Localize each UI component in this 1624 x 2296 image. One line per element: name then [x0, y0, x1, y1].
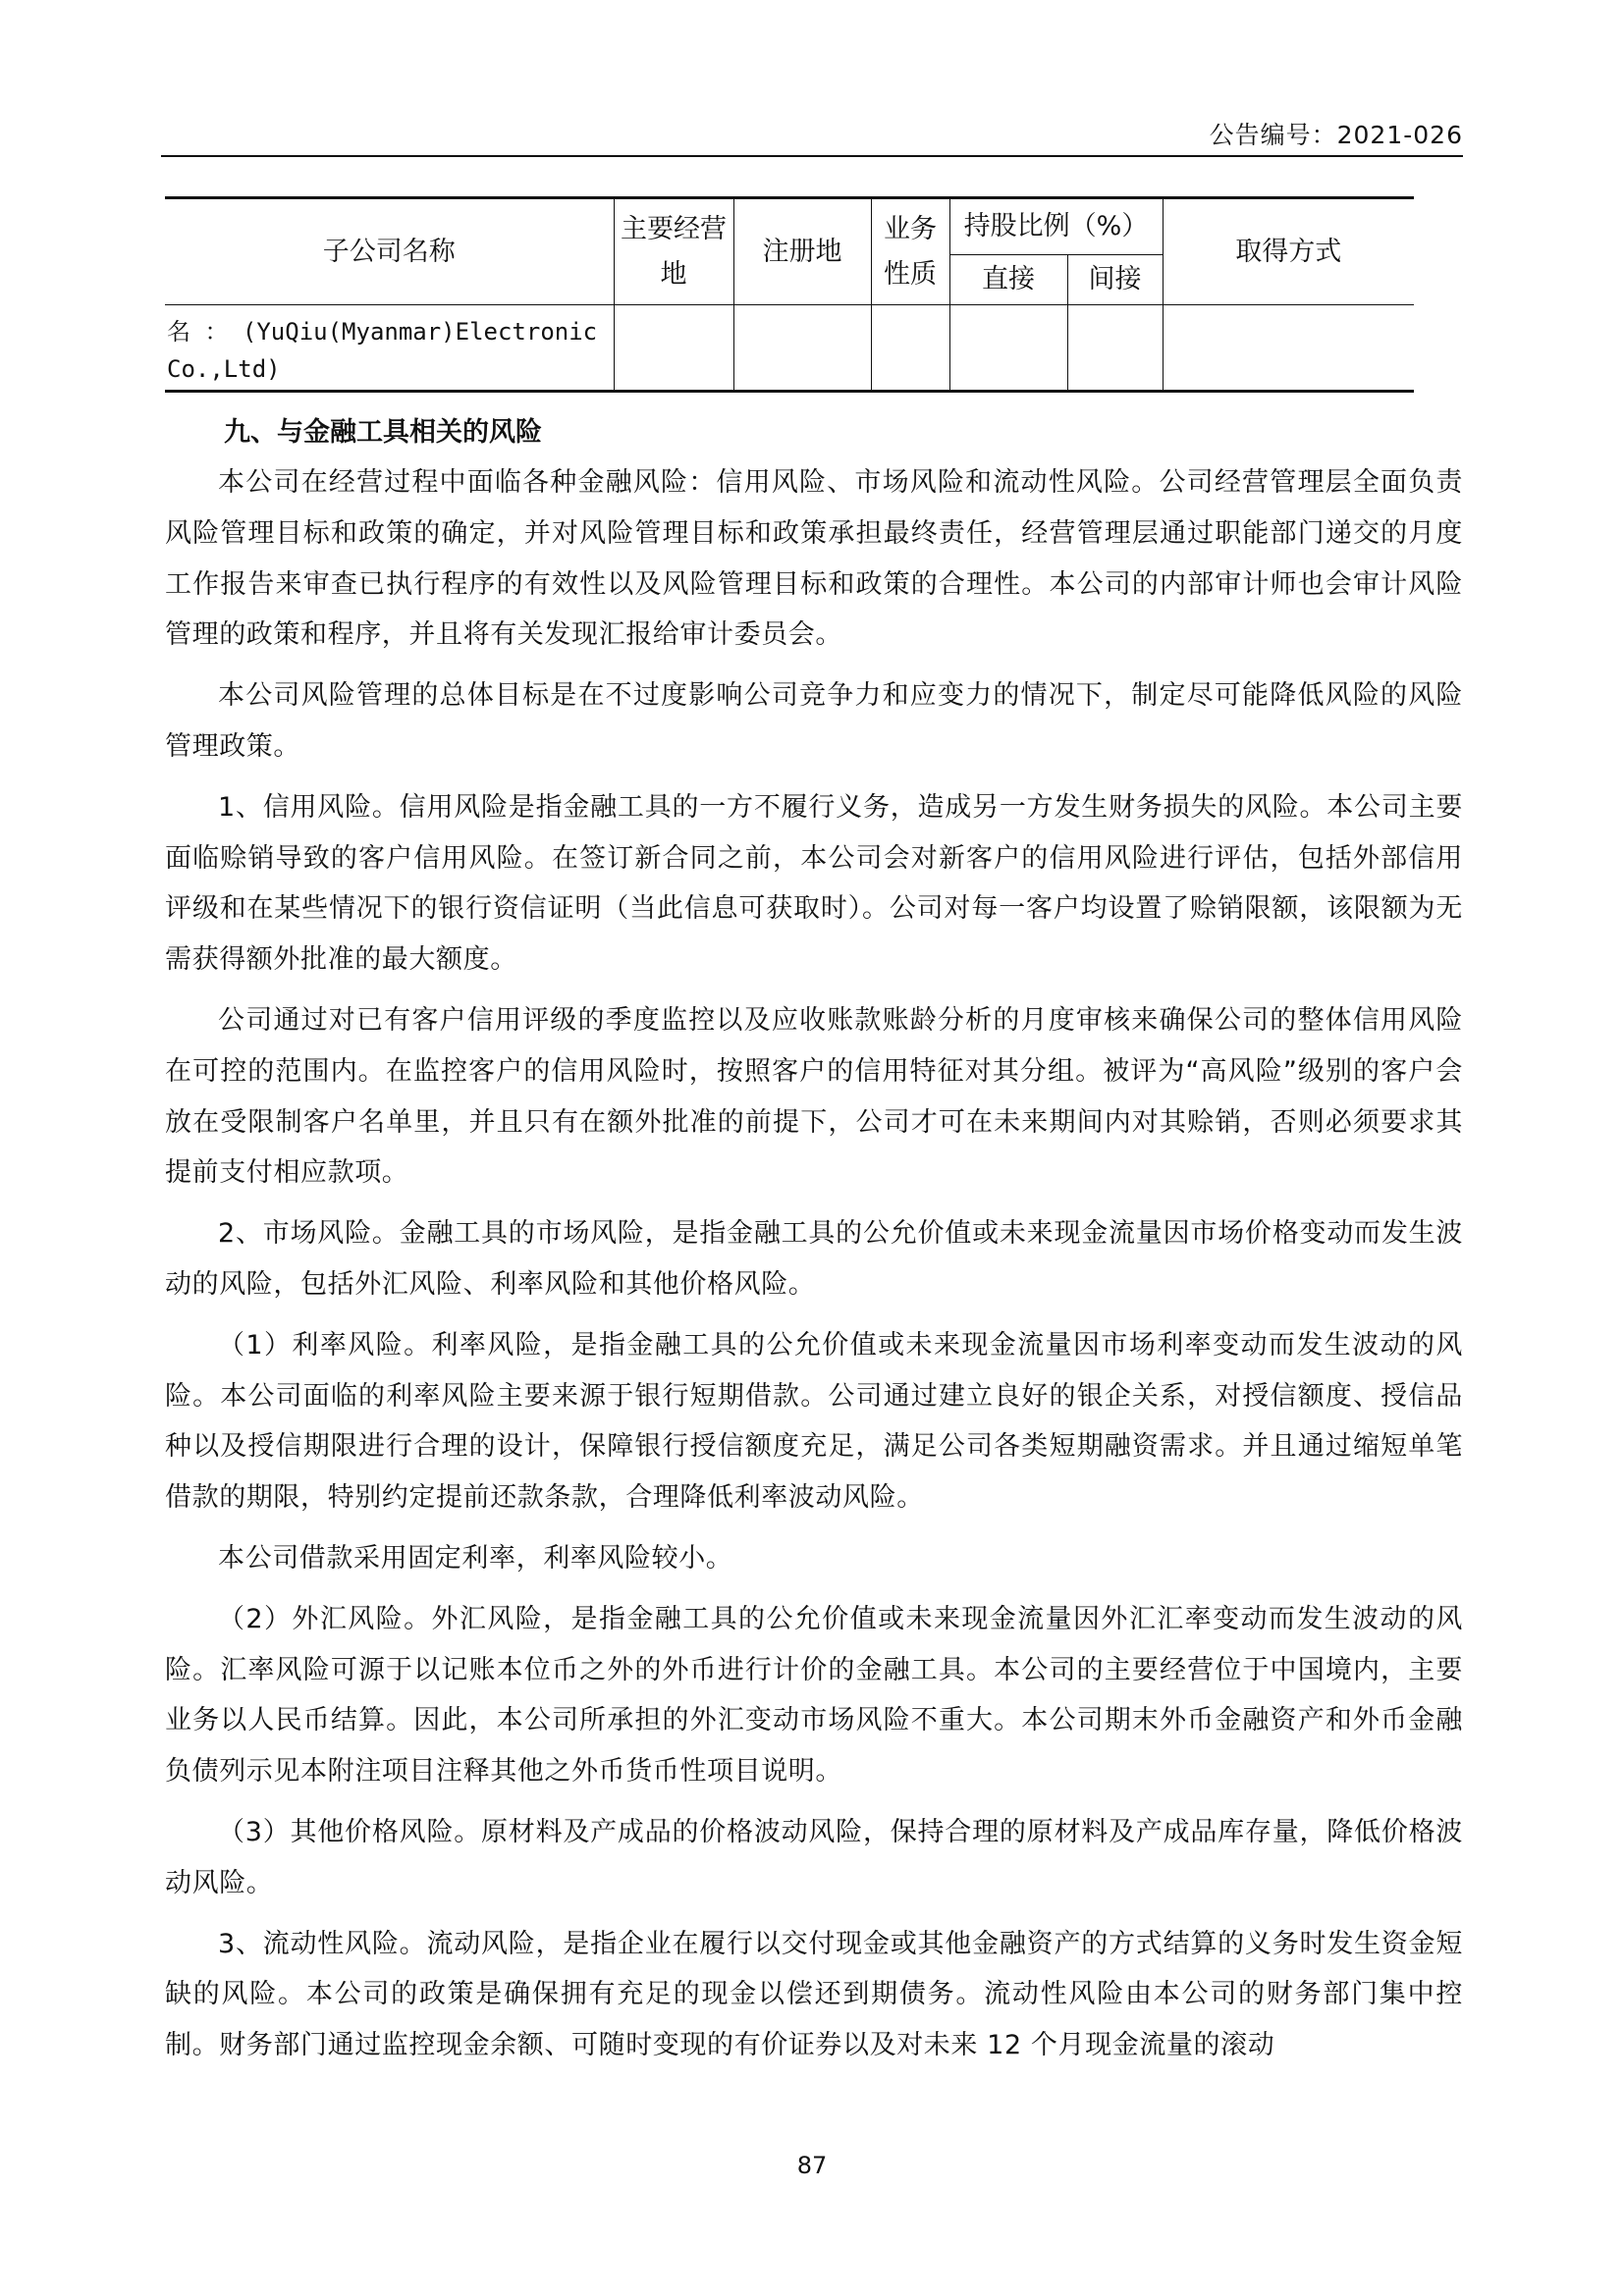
paragraph: （3）其他价格风险。原材料及产成品的价格波动风险，保持合理的原材料及产成品库存量，降低价格波动风险。 — [165, 1816, 1463, 1898]
cell-direct — [949, 305, 1067, 392]
header-rule — [161, 155, 1463, 157]
paragraph: （1）利率风险。利率风险，是指金融工具的公允价值或未来现金流量因市场利率变动而发生波动的风险。本公司面临的利率风险主要来源于银行短期借款。公司通过建立良好的银企关系，对授信额度、授信品种以及授信期限进行合理的设计，保障银行授信额度充足，满足公司各类短期融资需求。并且通过缩短单笔借款的期限，特别约定提前还款条款，合理降低利率波动风险。 — [165, 1329, 1463, 1514]
paragraph: 2、市场风险。金融工具的市场风险，是指金融工具的公允价值或未来现金流量因市场价格变动而发生波动的风险，包括外汇风险、利率风险和其他价格风险。 — [165, 1218, 1463, 1300]
paragraph: 3、流动性风险。流动风险，是指企业在履行以交付现金或其他金融资产的方式结算的义务时发生资金短缺的风险。本公司的政策是确保拥有充足的现金以偿还到期债务。流动性风险由本公司的财务部门集中控制。财务部门通过监控现金余额、可随时变现的有价证券以及对未来 12 个月现金流量的滚动 — [165, 1928, 1463, 2061]
subsidiary-table — [165, 196, 1414, 393]
paragraph: 本公司借款采用固定利率，利率风险较小。 — [218, 1542, 733, 1574]
section-title: 九、与金融工具相关的风险 — [224, 417, 542, 448]
header-business-nature: 业务性质 — [871, 198, 949, 305]
cell-acquire-method — [1163, 305, 1414, 392]
cell-registered-place — [733, 305, 871, 392]
table-row — [165, 305, 1414, 392]
paragraph: 公司通过对已有客户信用评级的季度监控以及应收账款账龄分析的月度审核来确保公司的整体信用风险在可控的范围内。在监控客户的信用风险时，按照客户的信用特征对其分组。被评为“高风险”级别的客户会放在受限制客户名单里，并且只有在额外批准的前提下，公司才可在未来期间内对其赊销，否则必须要求其提前支付相应款项。 — [165, 1004, 1463, 1189]
paragraph: 本公司在经营过程中面临各种金融风险：信用风险、市场风险和流动性风险。公司经营管理层全面负责风险管理目标和政策的确定，并对风险管理目标和政策承担最终责任，经营管理层通过职能部门递交的月度工作报告来审查已执行程序的有效性以及风险管理目标和政策的合理性。本公司的内部审计师也会审计风险管理的政策和程序，并且将有关发现汇报给审计委员会。 — [165, 467, 1463, 651]
header-indirect: 间接 — [1067, 255, 1163, 305]
header-subsidiary-name: 子公司名称 — [165, 198, 614, 305]
header-main-place: 主要经营地 — [614, 198, 733, 305]
cell-main-place — [614, 305, 733, 392]
cell-business-nature — [871, 305, 949, 392]
subsidiary-name-cell: 名 ： (YuQiu(Myanmar)Electronic Co.,Ltd) — [165, 305, 614, 392]
cell-indirect — [1067, 305, 1163, 392]
paragraph: （2）外汇风险。外汇风险，是指金融工具的公允价值或未来现金流量因外汇汇率变动而发生波动的风险。汇率风险可源于以记账本位币之外的外币进行计价的金融工具。本公司的主要经营位于中国境内，主要业务以人民币结算。因此，本公司所承担的外汇变动市场风险不重大。本公司期末外币金融资产和外币金融负债列示见本附注项目注释其他之外币货币性项目说明。 — [165, 1603, 1463, 1788]
table-header-row — [165, 198, 1414, 255]
header-registered-place: 注册地 — [733, 198, 871, 305]
body-text — [165, 457, 1463, 2081]
announcement-code: 公告编号：2021-026 — [1209, 121, 1463, 149]
header-share-ratio: 持股比例（%） — [949, 198, 1163, 255]
header-acquire-method: 取得方式 — [1163, 198, 1414, 305]
paragraph: 1、信用风险。信用风险是指金融工具的一方不履行义务，造成另一方发生财务损失的风险。本公司主要面临赊销导致的客户信用风险。在签订新合同之前，本公司会对新客户的信用风险进行评估，包括外部信用评级和在某些情况下的银行资信证明（当此信息可获取时）。公司对每一客户均设置了赊销限额，该限额为无需获得额外批准的最大额度。 — [165, 791, 1463, 976]
page-number: 87 — [796, 2152, 828, 2179]
header-direct: 直接 — [949, 255, 1067, 305]
paragraph: 本公司风险管理的总体目标是在不过度影响公司竞争力和应变力的情况下，制定尽可能降低风险的风险管理政策。 — [165, 680, 1463, 762]
